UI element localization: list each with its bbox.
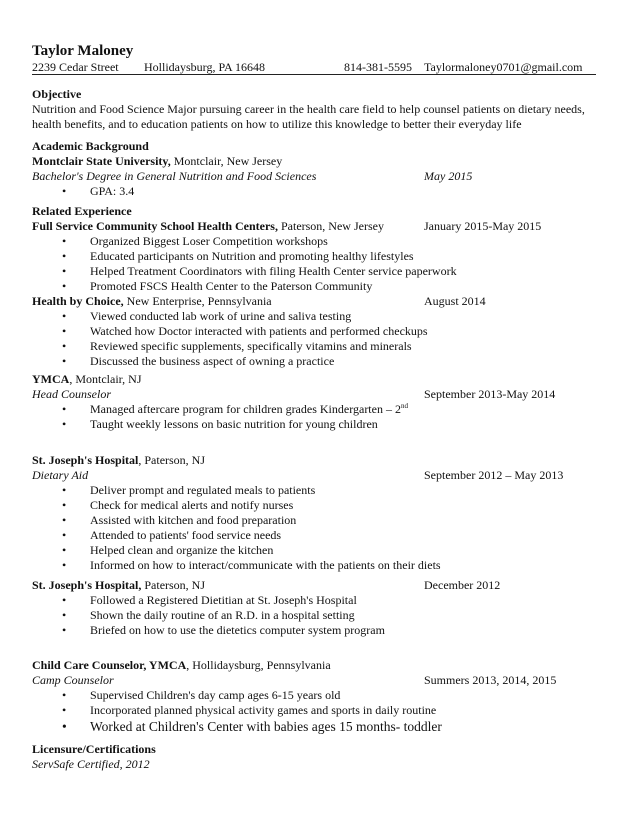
org-location: , Montclair, NJ (69, 372, 142, 386)
list-item: • Educated participants on Nutrition and promoting healthy lifestyles (32, 249, 592, 264)
contact-line (32, 60, 592, 75)
list-item: • Taught weekly lessons on basic nutrition for young children (32, 417, 592, 432)
candidate-name: Taylor Maloney (32, 43, 134, 59)
org-location: , Hollidaysburg, Pennsylvania (186, 658, 331, 672)
job-title: Camp Counselor (32, 673, 114, 687)
list-item: • Helped clean and organize the kitchen (32, 543, 592, 558)
licensure-section (32, 742, 592, 772)
job-entry (32, 294, 592, 369)
job-date: August 2014 (424, 294, 486, 308)
list-item: • Helped Treatment Coordinators with filing Health Center service paperwork (32, 264, 592, 279)
job-date: September 2013-May 2014 (424, 387, 556, 401)
superscript: nd (400, 402, 408, 410)
academic-section (32, 139, 592, 199)
email[interactable]: Taylormaloney0701@gmail.com (424, 60, 583, 74)
list-item (32, 402, 592, 417)
experience-section (32, 204, 592, 369)
list-item: • Discussed the business aspect of owning a practice (32, 354, 592, 369)
job-date: January 2015-May 2015 (424, 219, 542, 233)
section-heading: Objective (32, 87, 82, 101)
phone: 814-381-5595 (344, 60, 412, 74)
list-item: • Briefed on how to use the dietetics computer system program (32, 623, 592, 638)
list-item: • Supervised Children's day camp ages 6-15 years old (32, 688, 592, 703)
job-title: Dietary Aid (32, 468, 89, 482)
list-item: • Promoted FSCS Health Center to the Paterson Community (32, 279, 592, 294)
list-item: • Deliver prompt and regulated meals to patients (32, 483, 592, 498)
list-item: • Viewed conducted lab work of urine and saliva testing (32, 309, 592, 324)
org-location: , Paterson, NJ (138, 453, 206, 467)
org-name: Child Care Counselor, YMCA (32, 658, 187, 672)
degree: Bachelor's Degree in General Nutrition and Food Sciences (32, 169, 317, 183)
job-date: December 2012 (424, 578, 501, 592)
list-item: • Organized Biggest Loser Competition workshops (32, 234, 592, 249)
org-name: Health by Choice, (32, 294, 124, 308)
list-item: • Check for medical alerts and notify nurses (32, 498, 592, 513)
list-item: • Shown the daily routine of an R.D. in a hospital setting (32, 608, 592, 623)
list-item: • Attended to patients' food service needs (32, 528, 592, 543)
list-item: • GPA: 3.4 (32, 184, 592, 199)
header-divider (32, 74, 596, 75)
job-date: Summers 2013, 2014, 2015 (424, 673, 557, 687)
list-item: • Followed a Registered Dietitian at St. Joseph's Hospital (32, 593, 592, 608)
org-name: Full Service Community School Health Centers, (32, 219, 278, 233)
org-location: New Enterprise, Pennsylvania (123, 294, 272, 308)
job-entry (32, 658, 592, 735)
list-item: • Assisted with kitchen and food preparation (32, 513, 592, 528)
job-entry (32, 372, 592, 432)
job-title: Head Counselor (32, 387, 111, 401)
org-name: YMCA (32, 372, 70, 386)
org-name: St. Joseph's Hospital, (32, 578, 142, 592)
list-item-text: Managed aftercare program for children grades Kindergarten – 2 (90, 402, 401, 416)
list-item: • Informed on how to interact/communicate with the patients on their diets (32, 558, 592, 573)
list-item: • Worked at Children's Center with babies ages 15 months- toddler (32, 718, 592, 735)
job-entry (32, 453, 592, 573)
school-name: Montclair State University, (32, 154, 171, 168)
graduation-date: May 2015 (424, 169, 473, 183)
resume-header (32, 42, 592, 75)
school-location: Montclair, New Jersey (170, 154, 283, 168)
certification: ServSafe Certified, 2012 (32, 757, 150, 771)
list-item: • Watched how Doctor interacted with patients and performed checkups (32, 324, 592, 339)
street-address: 2239 Cedar Street (32, 60, 119, 74)
section-heading: Academic Background (32, 139, 149, 153)
objective-text: Nutrition and Food Science Major pursuing career in the health care field to help counsel patients on dietary needs, (32, 102, 585, 116)
section-heading: Licensure/Certifications (32, 742, 156, 756)
objective-text: health benefits, and to education patients on how to utilize this knowledge to better their everyday life (32, 117, 522, 131)
list-item: • Incorporated planned physical activity games and sports in daily routine (32, 703, 592, 718)
job-entry (32, 578, 592, 638)
city-state-zip: Hollidaysburg, PA 16648 (144, 60, 266, 74)
job-entry (32, 219, 592, 294)
org-location: Paterson, New Jersey (277, 219, 384, 233)
org-name: St. Joseph's Hospital (32, 453, 139, 467)
org-location: Paterson, NJ (141, 578, 206, 592)
section-heading: Related Experience (32, 204, 132, 218)
job-date: September 2012 – May 2013 (424, 468, 564, 482)
objective-section (32, 87, 592, 132)
list-item: • Reviewed specific supplements, specifically vitamins and minerals (32, 339, 592, 354)
